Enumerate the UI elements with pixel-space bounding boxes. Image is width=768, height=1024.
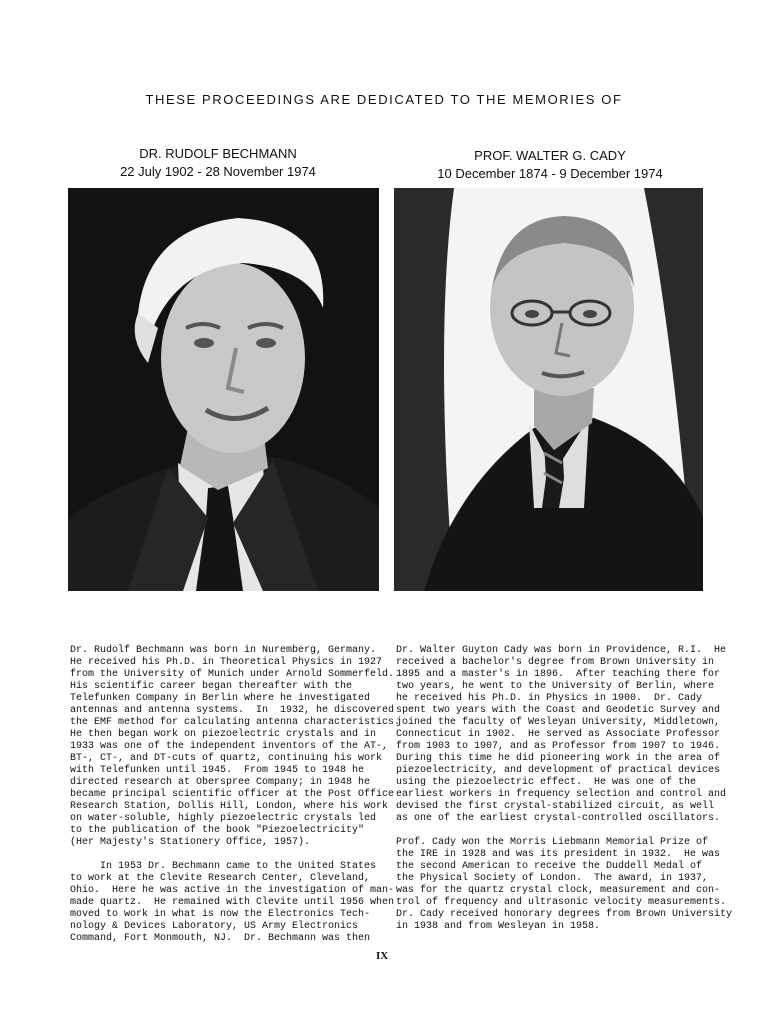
dedication-heading: THESE PROCEEDINGS ARE DEDICATED TO THE MEMORIES OF — [145, 92, 623, 107]
cady-biography: Dr. Walter Guyton Cady was born in Providence, R.I. He received a bachelor's degree from Brown University in 1895 and a master's in 1896. After teaching there for two years, he went to the University of Berlin, where he received his Ph.D. in Physics in 1900. Dr. Cady spent two years with the Coast and Geodetic Survey and joined the faculty of Wesleyan University, Middletown, Connecticut in 1902. He served as Associate Professor from 1903 to 1907, and as Professor from 1907 to 1946. During this time he did pioneering work in the area of piezoelectricity, and development of practical devices using the piezoelectric effect. He was one of the earliest workers in frequency selection and control and devised the first crystal-stabilized circuit, as well as one of the earliest crystal-controlled oscillators. Prof. Cady won the Morris Liebmann Memorial Prize of the IRE in 1928 and was its president in 1932. He was the second American to receive the Duddell Medal of the Physical Society of London. The award, in 1937, was for the quartz crystal clock, measurement and con- trol of frequency and ultrasonic velocity measurements. Dr. Cady received honorary degrees from Brown University in 1938 and from Wesleyan in 1958. — [396, 645, 733, 932]
cady-portrait — [394, 188, 703, 591]
bechmann-name: DR. RUDOLF BECHMANN — [139, 146, 297, 161]
cady-dates: 10 December 1874 - 9 December 1974 — [437, 166, 663, 181]
bechmann-portrait — [68, 188, 379, 591]
bechmann-header — [68, 145, 368, 181]
cady-header — [394, 147, 706, 183]
bechmann-dates: 22 July 1902 - 28 November 1974 — [120, 164, 316, 179]
cady-name: PROF. WALTER G. CADY — [474, 148, 626, 163]
bechmann-biography: Dr. Rudolf Bechmann was born in Nuremberg, Germany. He received his Ph.D. in Theoretical Physics in 1927 from the University of Munich under Arnold Sommerfeld. His scientific career began thereafter with the Telefunken Company in Berlin where he investigated antennas and antenna systems. In 1932, he discovered the EMF method for calculating antenna characteristics. He then began work on piezoelectric crystals and in 1933 was one of the independent inventors of the AT-, BT-, CT-, and DT-cuts of quartz, continuing his work with Telefunken until 1945. From 1945 to 1948 he directed research at Oberspree Company; in 1948 he became principal scientific officer at the Post Office Research Station, Dollis Hill, London, where his work on water-soluble, highly piezoelectric crystals led to the publication of the book "Piezoelectricity" (Her Majesty's Stationery Office, 1957). In 1953 Dr. Bechmann came to the United States to work at the Clevite Research Center, Cleveland, Ohio. Here he was active in the investigation of man- made quartz. He remained with Clevite until 1956 when moved to work in what is now the Electronics Tech- nology & Devices Laboratory, US Army Electronics Command, Fort Monmouth, NJ. Dr. Bechmann was then — [70, 645, 401, 944]
page-number: IX — [376, 950, 389, 962]
